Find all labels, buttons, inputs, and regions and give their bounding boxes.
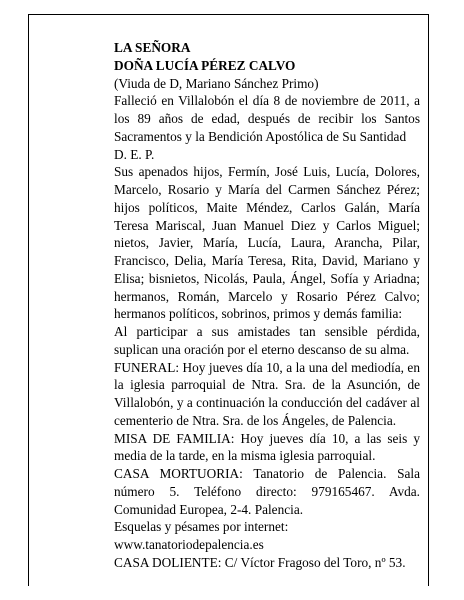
internet-url: www.tanatoriodepalencia.es <box>114 537 264 552</box>
family-paragraph: Sus apenados hijos, Fermín, José Luis, Lucía, Dolores, Marcelo, Rosario y María del Carmen Sánchez Pérez; hijos políticos, Maite Méndez, Carlos Galán, María Teresa Mariscal, Juan Manuel Diez y Carlos Miguel; nietos, Javier, María, Lucía, Laura, Arancha, Pilar, Francisco, Delia, María Teresa, Rita, David, Mariano y Elisa; bisnietos, Nicolás, Paula, Ángel, Sofía y Ariadna; hermanos, Román, Marcelo y Rosario Pérez Calvo; hermanos políticos, sobrinos, primos y demás familia: <box>114 164 420 322</box>
heading-title: LA SEÑORA <box>114 40 191 55</box>
obituary-text <box>114 39 420 572</box>
internet-label: Esquelas y pésames por internet: <box>114 519 289 535</box>
rip-line: D. E. P. <box>114 146 155 162</box>
mass-paragraph: MISA DE FAMILIA: Hoy jueves día 10, a las seis y media de la tarde, en la misma iglesia parroquial. <box>114 430 420 464</box>
widow-line: (Viuda de D, Mariano Sánchez Primo) <box>114 75 319 91</box>
death-paragraph: Falleció en Villalobón el día 8 de noviembre de 2011, a los 89 años de edad, después de recibir los Santos Sacramentos y la Bendición Apostólica de Su Santidad <box>114 93 420 144</box>
mourning-house-paragraph: CASA DOLIENTE: C/ Víctor Fragoso del Toro, nº 53. <box>114 554 406 570</box>
mortuary-paragraph: CASA MORTUORIA: Tanatorio de Palencia. Sala número 5. Teléfono directo: 979165467. Avda. Comunidad Europea, 2-4. Palencia. <box>114 466 420 517</box>
funeral-paragraph: FUNERAL: Hoy jueves día 10, a la una del mediodía, en la iglesia parroquial de Ntra. Sra. de la Asunción, de Villalobón, y a continuación la conducción del cadáver al cementerio de Ntra. Sra. de los Ángeles, de Palencia. <box>114 359 420 428</box>
prayer-paragraph: Al participar a sus amistades tan sensible pérdida, suplican una oración por el eterno descanso de su alma. <box>114 324 420 357</box>
deceased-name: DOÑA LUCÍA PÉREZ CALVO <box>114 57 296 73</box>
